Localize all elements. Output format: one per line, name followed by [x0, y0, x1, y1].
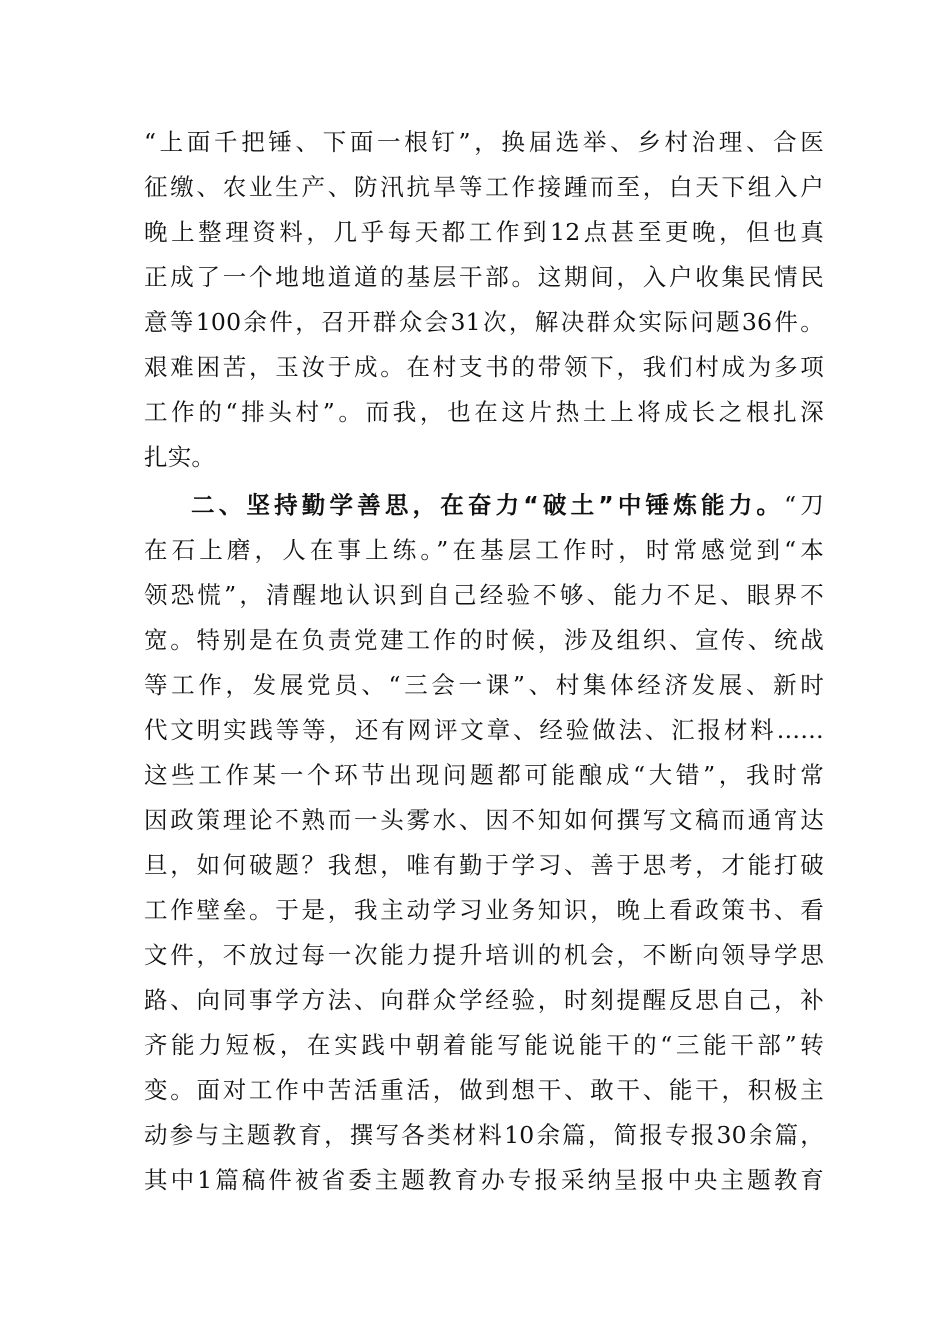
paragraph-1-line-8: 扎实。: [144, 443, 216, 471]
paragraph-1-line-3: 晚上整理资料，几乎每天都工作到12点甚至更晚，但也真: [144, 218, 824, 246]
paragraph-2-line-3: 领恐慌”，清醒地认识到自己经验不够、能力不足、眼界不: [144, 581, 824, 609]
paragraph-1-line-2: 征缴、农业生产、防汛抗旱等工作接踵而至，白天下组入户: [144, 173, 824, 201]
paragraph-1-line-6: 艰难困苦，玉汝于成。在村支书的带领下，我们村成为多项: [144, 353, 824, 381]
paragraph-2-line-14: 变。面对工作中苦活重活，做到想干、敢干、能干，积极主: [144, 1076, 824, 1104]
paragraph-2-line-15: 动参与主题教育，撰写各类材料10余篇，简报专报30余篇，: [144, 1121, 824, 1149]
paragraph-1-line-1: “上面千把锤、下面一根钉”，换届选举、乡村治理、合医: [144, 128, 824, 156]
paragraph-2-line-11: 文件，不放过每一次能力提升培训的机会，不断向领导学思: [144, 941, 824, 969]
paragraph-1-line-4: 正成了一个地地道道的基层干部。这期间，入户收集民情民: [144, 263, 824, 291]
paragraph-2-line-7: 这些工作某一个环节出现问题都可能酿成“大错”，我时常: [144, 761, 824, 789]
paragraph-2-line-9: 旦，如何破题？我想，唯有勤于学习、善于思考，才能打破: [144, 851, 824, 879]
section-heading-continuation: “刀: [784, 491, 824, 519]
paragraph-2-line-4: 宽。特别是在负责党建工作的时候，涉及组织、宣传、统战: [144, 626, 824, 654]
paragraph-2-line-10: 工作壁垒。于是，我主动学习业务知识，晚上看政策书、看: [144, 896, 824, 924]
paragraph-1-line-5: 意等100余件，召开群众会31次，解决群众实际问题36件。: [144, 308, 824, 336]
section-heading: 二、坚持勤学善思，在奋力“破土”中锤炼能力。: [191, 491, 785, 519]
paragraph-2-line-13: 齐能力短板，在实践中朝着能写能说能干的“三能干部”转: [144, 1031, 824, 1059]
paragraph-2-line-8: 因政策理论不熟而一头雾水、因不知如何撰写文稿而通宵达: [144, 806, 824, 834]
paragraph-2-line-5: 等工作，发展党员、“三会一课”、村集体经济发展、新时: [144, 671, 824, 699]
paragraph-2-line-12: 路、向同事学方法、向群众学经验，时刻提醒反思自己，补: [144, 986, 824, 1014]
paragraph-2-line-6: 代文明实践等等，还有网评文章、经验做法、汇报材料……: [144, 716, 824, 744]
paragraph-2-line-1: [191, 485, 824, 525]
paragraph-2-line-2: 在石上磨，人在事上练。”在基层工作时，时常感觉到“本: [144, 536, 824, 564]
paragraph-2-line-16: 其中1篇稿件被省委主题教育办专报采纳呈报中央主题教育: [144, 1166, 824, 1194]
paragraph-1-line-7: 工作的“排头村”。而我，也在这片热土上将成长之根扎深: [144, 398, 824, 426]
